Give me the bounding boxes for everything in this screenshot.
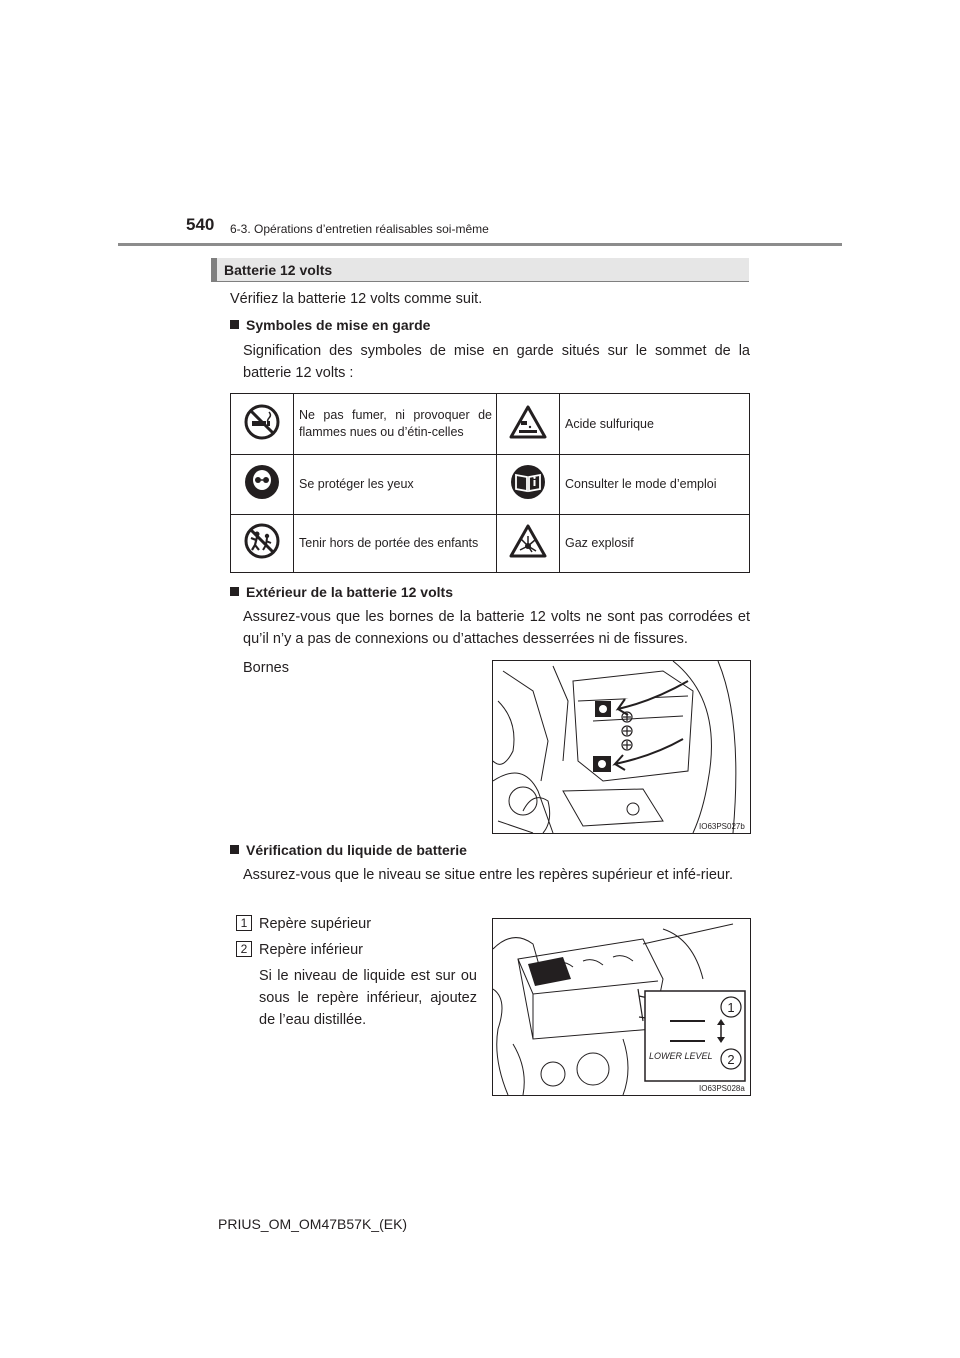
- page-number: 540: [186, 215, 215, 234]
- warning-symbols-description: Signification des symboles de mise en garde situés sur le sommet de la batterie 12 volts :: [243, 343, 750, 381]
- header-rule: [118, 243, 842, 246]
- symbol-text-explosive: Gaz explosif: [560, 515, 750, 573]
- battery-terminals-illustration: [493, 661, 750, 833]
- eye-protection-icon: [244, 464, 280, 500]
- bullet-square: [230, 320, 239, 329]
- bullet-square: [230, 845, 239, 854]
- fluid-heading-text: Vérification du liquide de batterie: [246, 842, 467, 858]
- running-head: 6-3. Opérations d’entretien réalisables soi-même: [230, 222, 489, 236]
- fluid-note: Si le niveau de liquide est sur ou sous le repère inférieur, ajoutez de l’eau distillée.: [259, 968, 477, 1028]
- terminals-label: Bornes: [243, 660, 289, 676]
- symbol-text-no-smoking: Ne pas fumer, ni provoquer de flammes nues ou d’étin-celles: [294, 394, 497, 455]
- exterior-heading-text: Extérieur de la batterie 12 volts: [246, 584, 453, 600]
- explosive-gas-icon: [508, 523, 548, 559]
- lower-level-label: LOWER LEVEL: [649, 1051, 713, 1061]
- symbol-text-children: Tenir hors de portée des enfants: [294, 515, 497, 573]
- list-item-label: Repère supérieur: [259, 916, 372, 932]
- table-row: [231, 515, 750, 573]
- battery-fluid-illustration: [493, 919, 750, 1095]
- list-item-label: Repère inférieur: [259, 942, 363, 958]
- table-row: [231, 394, 750, 455]
- footer-doc-id: PRIUS_OM_OM47B57K_(EK): [218, 1216, 408, 1232]
- symbol-text-manual: Consulter le mode d’emploi: [560, 455, 750, 515]
- exterior-heading: [230, 584, 453, 600]
- number-badge: 1: [236, 915, 252, 931]
- corrosive-acid-icon: [508, 404, 548, 440]
- section-title: Batterie 12 volts: [224, 262, 333, 278]
- icon-cell: [497, 455, 560, 515]
- fluid-heading: [230, 842, 467, 858]
- section-title-band: [211, 258, 749, 282]
- symbol-text-acid: Acide sulfurique: [560, 394, 750, 455]
- battery-fluid-level-figure: [492, 918, 751, 1096]
- bullet-square: [230, 587, 239, 596]
- warning-symbols-heading-text: Symboles de mise en garde: [246, 317, 431, 333]
- figure-code: IO63PS027b: [699, 822, 745, 831]
- table-row: [231, 455, 750, 515]
- no-smoking-icon: [244, 404, 280, 440]
- keep-children-away-icon: [244, 523, 280, 559]
- fluid-text: Assurez-vous que le niveau se situe entre les repères supérieur et infé-rieur.: [243, 867, 734, 883]
- manual-book-icon: [510, 464, 546, 500]
- list-item: [236, 939, 363, 961]
- callout-2: 2: [727, 1052, 735, 1067]
- icon-cell: [497, 515, 560, 573]
- icon-cell: [231, 515, 294, 573]
- section-underline: [217, 281, 749, 282]
- icon-cell: [231, 394, 294, 455]
- figure-code: IO63PS028a: [699, 1084, 745, 1093]
- list-item: [236, 913, 371, 935]
- symbol-text-eye-protection: Se protéger les yeux: [294, 455, 497, 515]
- intro-text: Vérifiez la batterie 12 volts comme suit.: [230, 291, 483, 307]
- icon-cell: [231, 455, 294, 515]
- section-bar: [211, 258, 217, 282]
- battery-terminals-figure: [492, 660, 751, 834]
- warning-symbols-table: [230, 393, 750, 573]
- callout-1: 1: [727, 1000, 735, 1015]
- warning-symbols-heading: [230, 317, 430, 333]
- icon-cell: [497, 394, 560, 455]
- number-badge: 2: [236, 941, 252, 957]
- exterior-text: Assurez-vous que les bornes de la batterie 12 volts ne sont pas corrodées et qu’il n’y a pas de connexions ou d’attaches desserrées ni de fissures.: [243, 609, 750, 647]
